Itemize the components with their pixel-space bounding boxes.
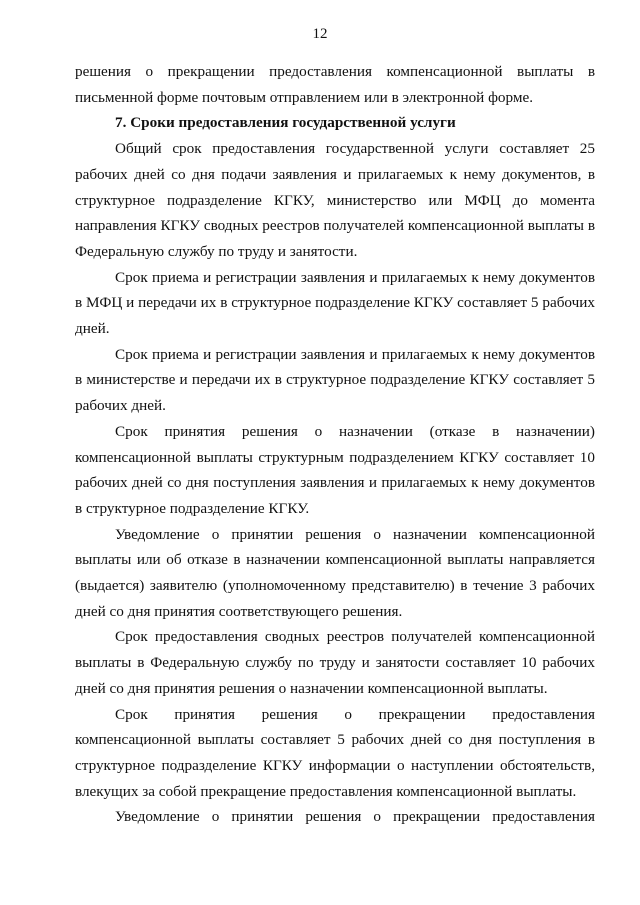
paragraph-total-term: Общий срок предоставления государственной услуги составляет 25 рабочих дней со дня подачи заявления и прилагаемых к нему документов, в структурное подразделение КГКУ, министерство или МФЦ до момента направления КГКУ сводных реестров получателей компенсационной выплаты в Федеральную службу по труду и занятости.	[75, 140, 595, 260]
paragraph-notification-term: Уведомление о принятии решения о назначении компенсационной выплаты или об отказе в назначении компенсационной выплаты направляется (выдается) заявителю (уполномоченному представителю) в течение 3 рабочих дней со дня принятия соответствующего решения.	[75, 525, 595, 620]
continued-paragraph: решения о прекращении предоставления компенсационной выплаты в письменной форме почтовым отправлением или в электронной форме.	[75, 63, 595, 106]
paragraph-termination-notice: Уведомление о принятии решения о прекращении предоставления	[115, 808, 595, 826]
paragraph-termination-term: Срок принятия решения о прекращении предоставления компенсационной выплаты составляет 5 рабочих дней со дня поступления в структурное подразделение КГКУ информации о наступлении обстоятельств, влекущих за собой прекращение предоставления компенсационной выплаты.	[75, 705, 595, 800]
section-heading: 7. Сроки предоставления государственной услуги	[115, 114, 456, 132]
paragraph-mfc-term: Срок приема и регистрации заявления и прилагаемых к нему документов в МФЦ и передачи их в структурное подразделение КГКУ составляет 5 рабочих дней.	[75, 268, 595, 338]
page-number: 12	[312, 26, 328, 42]
paragraph-registers-term: Срок предоставления сводных реестров получателей компенсационной выплаты в Федеральную службу по труду и занятости составляет 10 рабочих дней со дня принятия решения о назначении компенсационной выплаты.	[75, 628, 595, 697]
document-body	[75, 59, 595, 830]
paragraph-ministry-term: Срок приема и регистрации заявления и прилагаемых к нему документов в министерстве и передачи их в структурное подразделение КГКУ составляет 5 рабочих дней.	[75, 345, 595, 415]
paragraph-decision-term: Срок принятия решения о назначении (отказе в назначении) компенсационной выплаты структурным подразделением КГКУ составляет 10 рабочих дней со дня поступления заявления и прилагаемых к нему документов в структурное подразделение КГКУ.	[75, 422, 595, 517]
